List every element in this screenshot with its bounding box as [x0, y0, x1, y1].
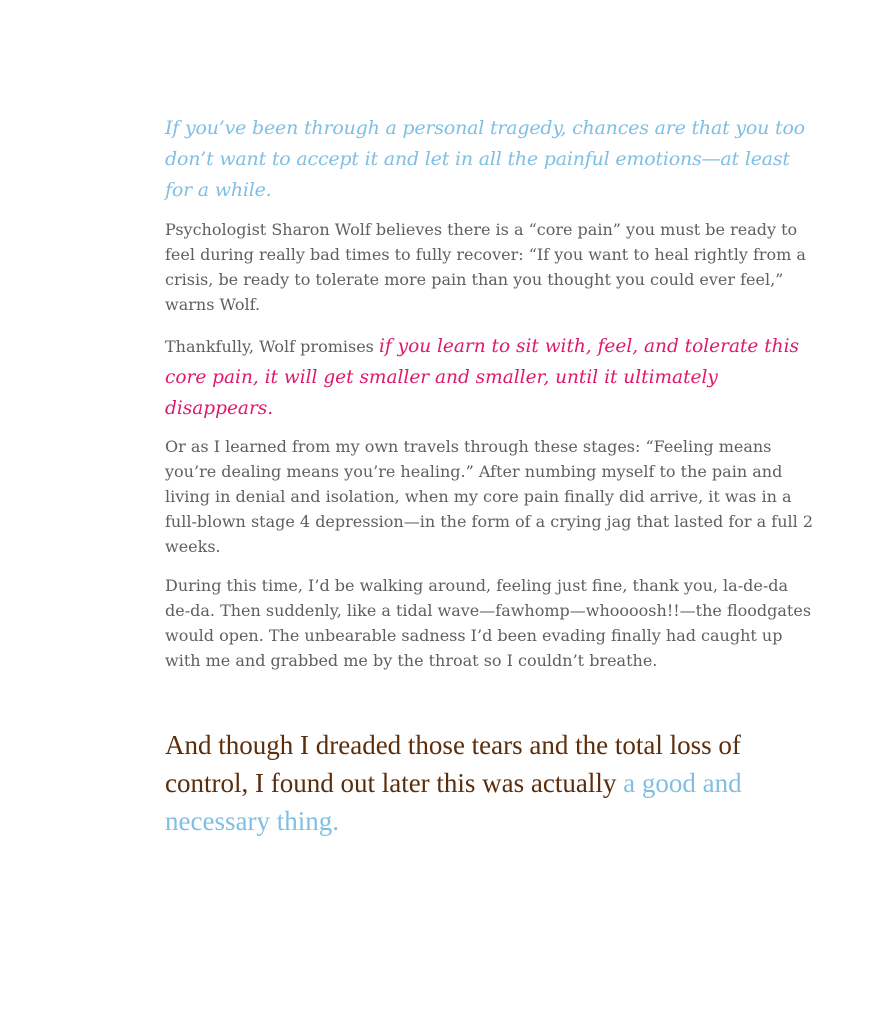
paragraph-2-highlight: if you learn to sit with, feel, and tolerate this core pain, it will get smaller and smaller, until it ultimately disappears.	[165, 336, 799, 419]
body-paragraph-4: During this time, I’d be walking around, feeling just fine, thank you, la-de-da de-da. Then suddenly, like a tidal wave—fawhomp—whoooosh!!—the floodgates would open. The unbearable sadness I’d been evading finally had caught up with me and grabbed me by the throat so I couldn’t breathe.	[165, 576, 812, 670]
body-paragraph-3: Or as I learned from my own travels through these stages: “Feeling means you’re dealing means you’re healing.” After numbing myself to the pain and living in denial and isolation, when my core pain finally did arrive, it was in a full-blown stage 4 depression—in the form of a crying jag that lasted for a full 2 weeks.	[165, 437, 814, 556]
body-paragraph-1: Psychologist Sharon Wolf believes there is a “core pain” you must be ready to feel during really bad times to fully recover: “If you want to heal rightly from a crisis, be ready to tolerate more pain than you thought you could ever feel,” warns Wolf.	[165, 220, 806, 314]
intro-script-paragraph: If you’ve been through a personal tragedy, chances are that you too don’t want to accept it and let in all the painful emotions—at least for a while.	[165, 117, 805, 201]
pull-quote	[165, 726, 805, 840]
pull-quote-main: And though I dreaded those tears and the total loss of control, I found out later this was actually	[165, 730, 741, 798]
text-column	[165, 113, 813, 687]
paragraph-2-lead: Thankfully, Wolf promises	[165, 337, 379, 356]
body-paragraph-2	[165, 331, 813, 424]
pull-quote-accent: a good and necessary thing.	[165, 768, 742, 836]
